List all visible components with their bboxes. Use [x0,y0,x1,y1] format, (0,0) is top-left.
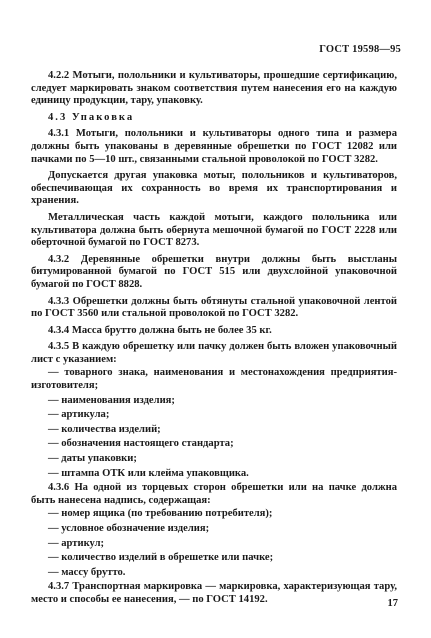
list-item: — количество изделий в обрешетке или пачке; [48,552,274,564]
clause-4-3-4: 4.3.4 Масса брутто должна быть не более 35 кг. [48,324,272,336]
list-item: — артикул; [48,537,105,549]
list-item: — штампа ОТК или клейма упаковщика. [48,467,249,479]
list-item: — номер ящика (по требованию потребителя); [48,508,273,520]
list-item: — обозначения настоящего стандарта; [48,438,234,450]
list-item: — количества изделий; [48,423,161,435]
paragraph-metal-part-wrapping: Металлическая часть каждой мотыги, каждого полольника или культиватора должна быть обернута мешочной бумагой по ГОСТ 2228 или оберточной бумагой по ГОСТ 8273. [31,211,397,249]
clause-4-3-7: 4.3.7 Транспортная маркировка — маркировка, характеризующая тару, место и способы ее нанесения, — по ГОСТ 14192. [31,581,397,605]
list-item: — артикула; [48,409,110,421]
list-item: — даты упаковки; [48,453,137,465]
paragraph-other-packaging: Допускается другая упаковка мотыг, полольников и культиваторов, обеспечивающая их сохранность во время их транспортирования и хранения. [31,170,397,207]
document-body [31,70,397,611]
clause-4-3-2: 4.3.2 Деревянные обрешетки внутри должны быть выстланы битумированной бумагой по ГОСТ 515 или двухслойной упаковочной бумагой по ГОСТ 8828. [31,253,397,290]
list-item: — массу брутто. [48,566,126,578]
section-heading-packaging: 4.3 Упаковка [48,111,135,123]
standard-code-header: ГОСТ 19598—95 [319,44,401,55]
page-number: 17 [387,598,398,609]
list-item: — условное обозначение изделия; [48,523,210,534]
list-item: — товарного знака, наименования и местонахождения предприятия-изготовителя; [31,367,397,392]
clause-4-2-2: 4.2.2 Мотыги, полольники и культиваторы, прошедшие сертификацию, следует маркировать знаком соответствия путем нанесения его на каждую единицу продукции, тару, упаковку. [31,70,397,107]
clause-4-3-6: 4.3.6 На одной из торцевых сторон обрешетки или на пачке должна быть нанесена надпись, содержащая: [31,482,397,506]
clause-4-3-5: 4.3.5 В каждую обрешетку или пачку должен быть вложен упаковочный лист с указанием: [31,341,397,365]
list-item: — наименования изделия; [48,394,175,406]
clause-4-3-3: 4.3.3 Обрешетки должны быть обтянуты стальной упаковочной лентой по ГОСТ 3560 или стальной проволокой по ГОСТ 3282. [31,295,397,320]
clause-4-3-1: 4.3.1 Мотыги, полольники и культиваторы одного типа и размера должны быть упакованы в деревянные обрешетки по ГОСТ 12082 или пачками по 5—10 шт., связанными стальной проволокой по ГОСТ 3282. [31,128,397,165]
